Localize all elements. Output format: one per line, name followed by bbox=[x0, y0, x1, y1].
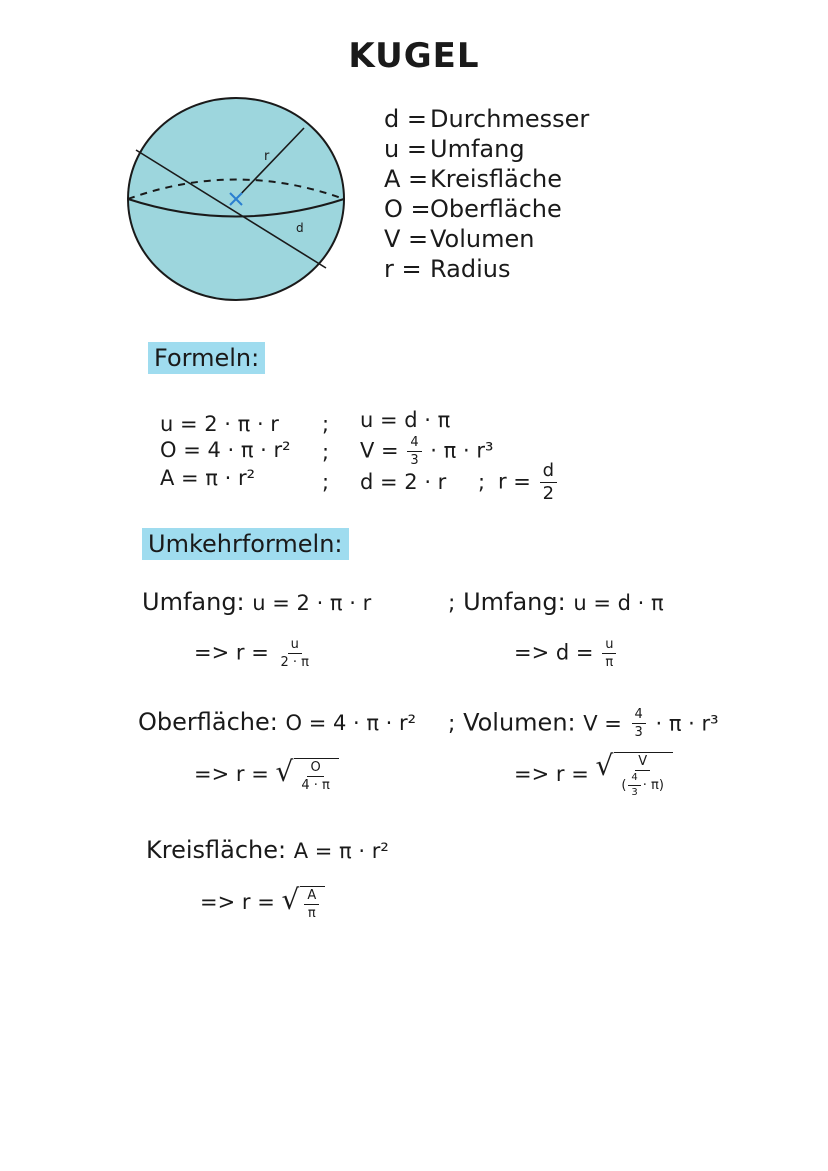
legend-row: d = Durchmesser bbox=[384, 105, 590, 133]
fraction: $\frac{4}{3}$ bbox=[407, 436, 421, 467]
legend-row: V =Volumen bbox=[384, 225, 535, 253]
square-root: √ $\frac{A}{\pi}$ bbox=[281, 886, 325, 920]
legend bbox=[384, 104, 589, 284]
formula-durchmesser: d = 2 · r bbox=[360, 470, 447, 494]
semicolon: ; bbox=[322, 440, 330, 464]
umkehrformeln-heading: Umkehrformeln: bbox=[142, 528, 349, 560]
formula-volumen: V = $\frac{4}{3}$ · π · r³ bbox=[360, 435, 494, 468]
formula-umfang: u = 2 · π · r bbox=[160, 412, 279, 436]
fraction: $\frac{A}{\pi}$ bbox=[304, 889, 319, 920]
radius-label: r bbox=[264, 149, 270, 164]
formeln-heading: Formeln: bbox=[148, 342, 265, 374]
semicolon: ; bbox=[322, 412, 330, 436]
formula-oberflaeche: O = 4 · π · r² bbox=[160, 438, 291, 462]
sphere-diagram bbox=[118, 88, 358, 310]
square-root: √ $\frac{O}{4 \cdot \pi}$ bbox=[275, 758, 338, 792]
fraction: $\frac{O}{4 \cdot \pi}$ bbox=[301, 760, 330, 793]
diameter-label: d bbox=[296, 221, 304, 235]
formula-radius: r = $\frac{d}{2}$ bbox=[498, 462, 559, 503]
fraction: V ( $\frac{4}{3}$ · π) bbox=[621, 754, 664, 798]
volumen-inverse-result: => r = √ V ( $\frac{4}{3}$ · π) bbox=[514, 752, 673, 798]
legend-row: A =Kreisfläche bbox=[384, 165, 563, 193]
page-title: KUGEL bbox=[348, 36, 480, 76]
oberflaeche-inverse: Oberfläche: O = 4 · π · r² bbox=[138, 708, 417, 736]
umfang-inverse-2-result: => d = $\frac{u}{\pi}$ bbox=[514, 638, 618, 669]
oberflaeche-inverse-result: => r = √ $\frac{O}{4 \cdot \pi}$ bbox=[194, 758, 339, 792]
volumen-inverse: ; Volumen: V = $\frac{4}{3}$ · π · r³ bbox=[448, 707, 719, 740]
semicolon: ; bbox=[322, 470, 330, 494]
kreisflaeche-inverse: Kreisfläche: A = π · r² bbox=[146, 836, 389, 864]
fraction: $\frac{u}{2 \cdot \pi}$ bbox=[280, 637, 309, 670]
legend-row: r = Radius bbox=[384, 255, 511, 283]
umfang-inverse-1: Umfang: u = 2 · π · r bbox=[142, 588, 372, 616]
fraction: $\frac{u}{\pi}$ bbox=[602, 638, 616, 669]
fraction: $\frac{d}{2}$ bbox=[540, 462, 557, 503]
square-root: √ V ( $\frac{4}{3}$ · π) bbox=[595, 752, 672, 798]
legend-row: O =Oberfläche bbox=[384, 195, 562, 223]
kreisflaeche-inverse-result: => r = √ $\frac{A}{\pi}$ bbox=[200, 886, 325, 920]
formula-umfang-d: u = d · π bbox=[360, 408, 451, 432]
legend-row: u = Umfang bbox=[384, 135, 525, 163]
fraction: $\frac{4}{3}$ bbox=[632, 708, 646, 739]
semicolon: ; bbox=[478, 470, 486, 494]
umfang-inverse-1-result: => r = $\frac{u}{2 \cdot \pi}$ bbox=[194, 638, 314, 669]
formula-kreisflaeche: A = π · r² bbox=[160, 466, 256, 490]
umfang-inverse-2: ; Umfang: u = d · π bbox=[448, 588, 664, 616]
